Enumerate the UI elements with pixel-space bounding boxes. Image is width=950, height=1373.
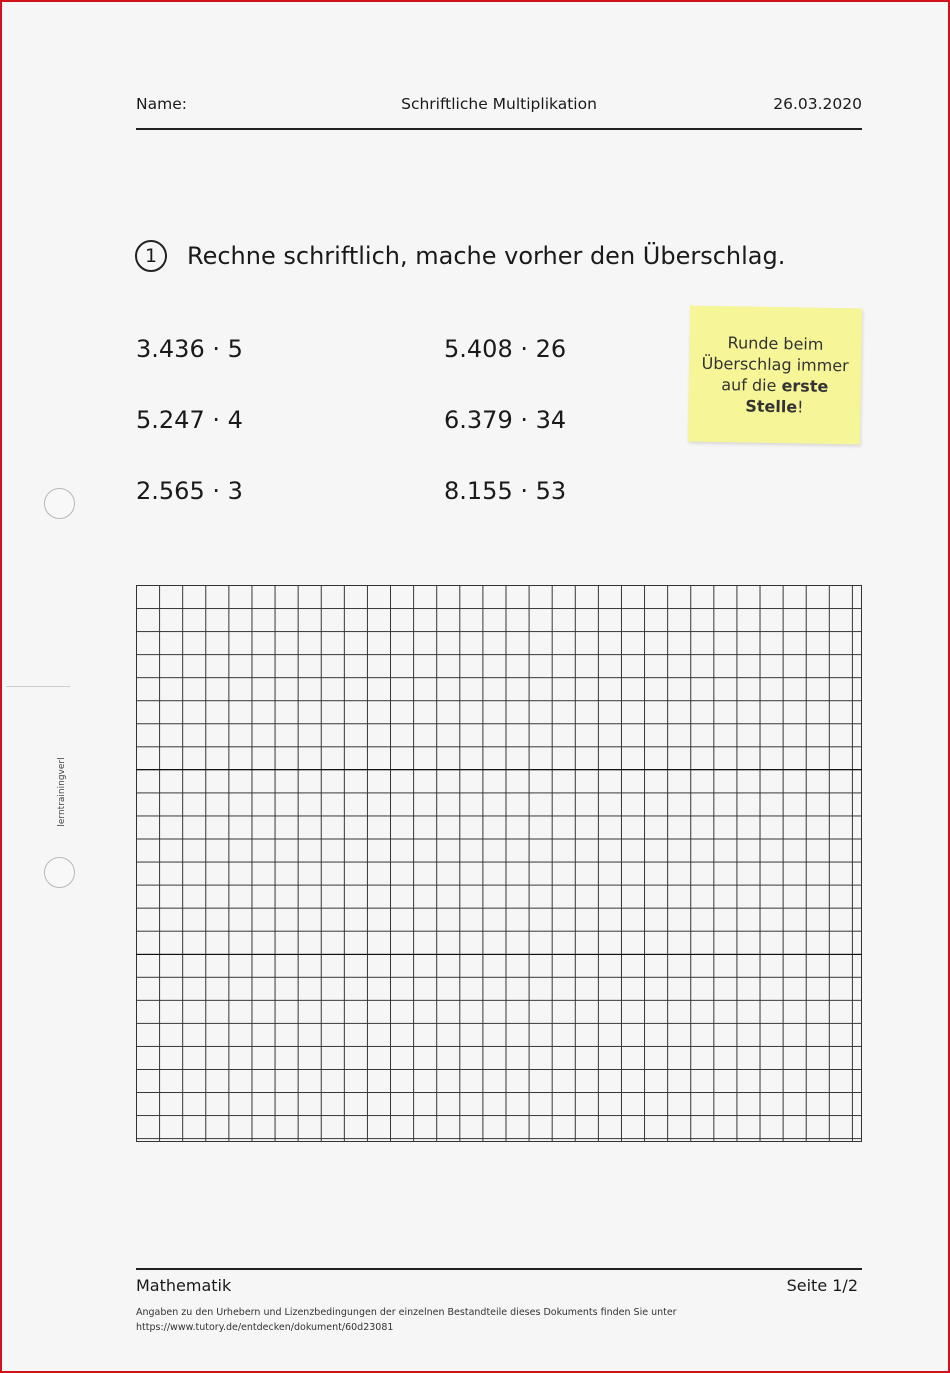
side-label: lerntrainingverl bbox=[57, 757, 67, 827]
sticky-note-hint bbox=[688, 306, 862, 445]
footer-attribution bbox=[136, 1305, 677, 1335]
squared-grid-area bbox=[136, 585, 862, 1142]
footer-subject: Mathematik bbox=[136, 1276, 232, 1295]
note-emphasis: Stelle bbox=[745, 396, 798, 417]
note-line bbox=[689, 373, 861, 397]
punch-hole-top bbox=[44, 488, 75, 519]
punch-hole-bottom bbox=[44, 857, 75, 888]
note-text: auf die bbox=[721, 375, 782, 396]
grid-divider-line bbox=[136, 769, 862, 770]
problem-item: 2.565 · 3 bbox=[136, 477, 243, 505]
attribution-link[interactable]: https://www.tutory.de/entdecken/dokument/60d23081 bbox=[136, 1322, 394, 1333]
problem-item: 8.155 · 53 bbox=[444, 477, 567, 505]
task-instruction: Rechne schriftlich, mache vorher den Überschlag. bbox=[187, 242, 786, 270]
problem-item: 5.247 · 4 bbox=[136, 406, 243, 434]
worksheet-date: 26.03.2020 bbox=[773, 95, 862, 113]
problem-item: 5.408 · 26 bbox=[444, 335, 567, 363]
worksheet-title: Schriftliche Multiplikation bbox=[401, 95, 597, 113]
attribution-text: Angaben zu den Urhebern und Lizenzbedingungen der einzelnen Bestandteile dieses Dokuments finden Sie unter bbox=[136, 1307, 677, 1318]
note-line: Runde beim bbox=[727, 333, 824, 354]
note-text: ! bbox=[796, 397, 804, 417]
note-line: Überschlag immer bbox=[701, 353, 849, 376]
grid-divider-line bbox=[136, 954, 862, 955]
note-line bbox=[688, 394, 860, 418]
footer-divider bbox=[136, 1268, 862, 1270]
problem-item: 6.379 · 34 bbox=[444, 406, 567, 434]
problem-item: 3.436 · 5 bbox=[136, 335, 243, 363]
note-emphasis: erste bbox=[781, 376, 829, 396]
name-label: Name: bbox=[136, 95, 187, 113]
task-number-badge: 1 bbox=[135, 240, 167, 272]
footer-page-number: Seite 1/2 bbox=[786, 1276, 858, 1295]
fold-mark bbox=[6, 686, 70, 687]
page-header bbox=[136, 95, 862, 130]
